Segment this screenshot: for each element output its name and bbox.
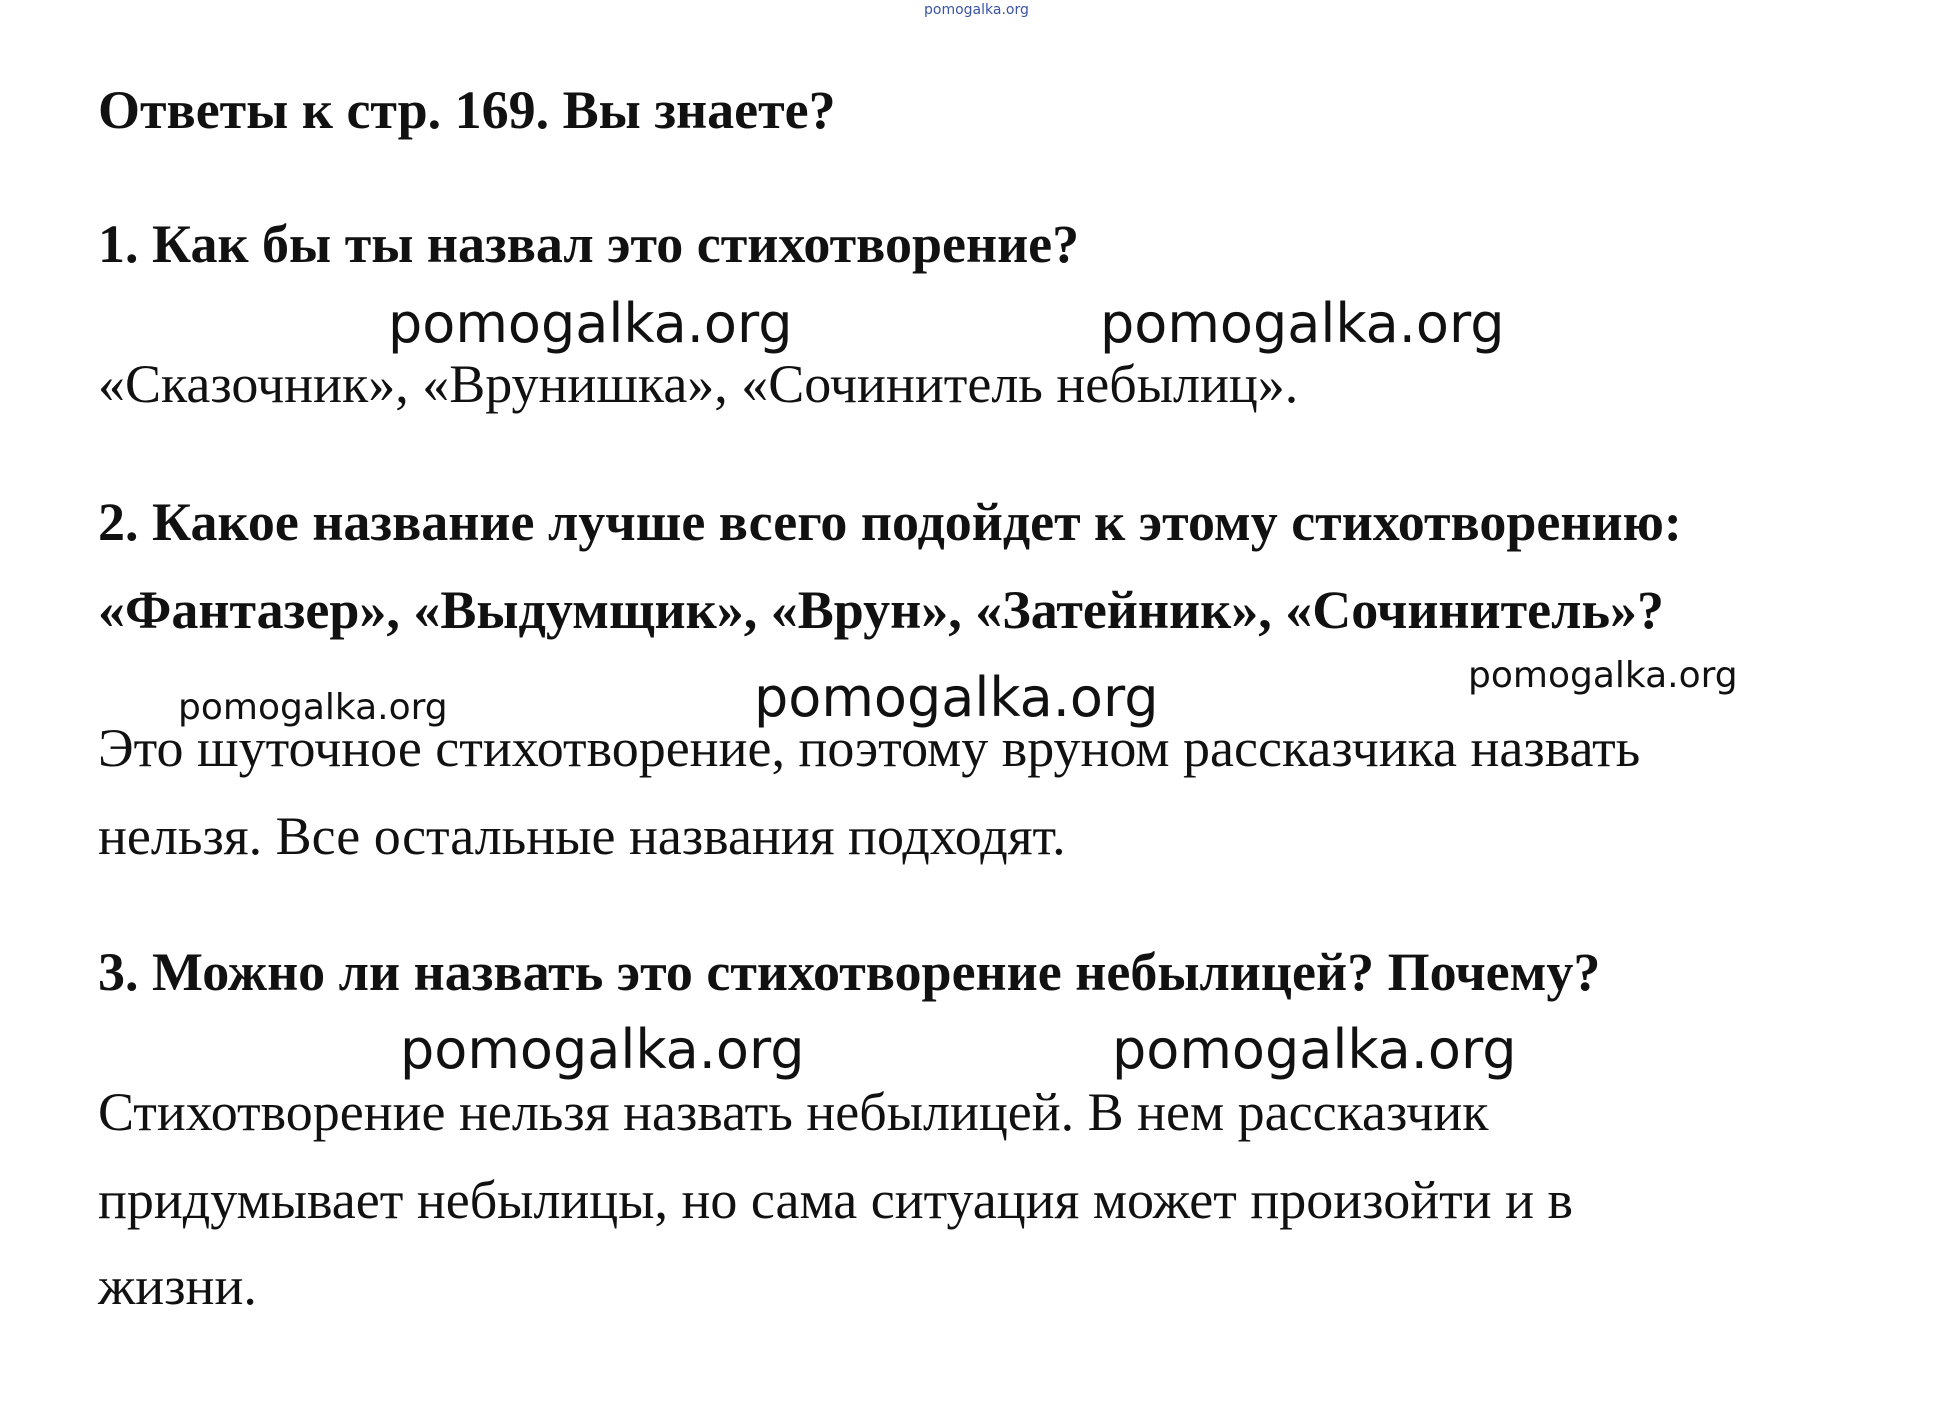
top-watermark: pomogalka.org (924, 2, 1029, 18)
watermark: pomogalka.org (1112, 1018, 1517, 1081)
answer-2-line-2: нельзя. Все остальные названия подходят. (98, 806, 1066, 866)
answer-2-line-1: Это шуточное стихотворение, поэтому вруном рассказчика назвать (98, 718, 1641, 778)
page-title: Ответы к стр. 169. Вы знаете? (98, 80, 836, 140)
answer-3-line-3: жизни. (98, 1256, 257, 1316)
question-2-line-2: «Фантазер», «Выдумщик», «Врун», «Затейник», «Сочинитель»? (98, 580, 1664, 640)
question-2-line-1: 2. Какое название лучше всего подойдет к этому стихотворению: (98, 492, 1682, 552)
watermark: pomogalka.org (754, 666, 1159, 729)
watermark: pomogalka.org (388, 292, 793, 355)
answer-1: «Сказочник», «Врунишка», «Сочинитель небылиц». (98, 354, 1299, 414)
answer-3-line-1: Стихотворение нельзя назвать небылицей. В нем рассказчик (98, 1082, 1489, 1142)
watermark: pomogalka.org (400, 1018, 805, 1081)
watermark: pomogalka.org (1468, 655, 1738, 696)
answer-3-line-2: придумывает небылицы, но сама ситуация может произойти и в (98, 1170, 1573, 1230)
watermark: pomogalka.org (1100, 292, 1505, 355)
question-3: 3. Можно ли назвать это стихотворение небылицей? Почему? (98, 942, 1601, 1002)
watermark: pomogalka.org (178, 687, 448, 728)
question-1: 1. Как бы ты назвал это стихотворение? (98, 214, 1080, 274)
